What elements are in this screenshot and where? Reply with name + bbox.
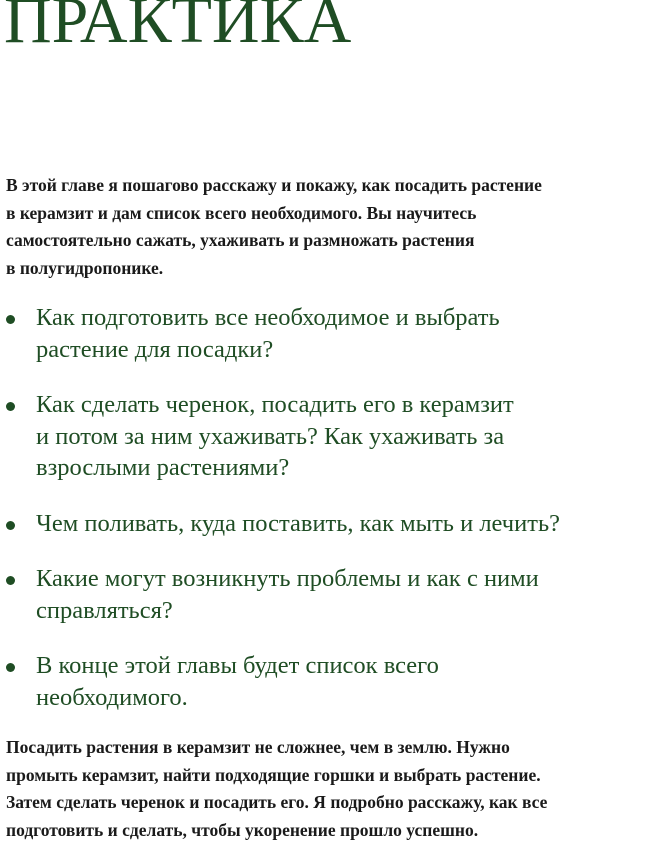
intro-line: в керамзит и дам список всего необходимого. Вы научитесь [6,202,477,223]
bullet-item [0,302,664,365]
bullet-line: Как подготовить все необходимое и выбрать [36,304,500,331]
outro-line: Затем сделать черенок и посадить его. Я подробно расскажу, как все [6,792,548,813]
outro-line: подготовить и сделать, чтобы укоренение прошло успешно. [6,819,479,840]
intro-line: самостоятельно сажать, ухаживать и размножать растения [6,230,475,251]
bullet-line: Чем поливать, куда поставить, как мыть и лечить? [36,509,560,537]
outro-paragraph [6,734,662,844]
bullet-dot-icon [6,402,15,411]
bullet-line: и потом за ним ухаживать? Как ухаживать за [36,422,505,450]
outro-line: Посадить растения в керамзит не сложнее, чем в землю. Нужно [6,737,510,757]
bullet-item [0,650,664,713]
bullet-line: растение для посадки? [36,335,274,363]
bullet-line: взрослыми растениями? [36,454,290,481]
intro-line: В этой главе я пошагово расскажу и покажу, как посадить растение [6,175,542,195]
chapter-title: ПРАКТИКА [4,0,352,57]
bullet-line: необходимого. [36,683,188,711]
bullet-line: справляться? [36,596,173,624]
intro-paragraph [6,172,662,282]
bullet-list [0,302,664,737]
bullet-line: Какие могут возникнуть проблемы и как с ними [36,565,539,592]
bullet-dot-icon [6,521,15,530]
bullet-dot-icon [6,663,15,672]
bullet-line: В конце этой главы будет список всего [36,652,439,679]
intro-line: в полугидропонике. [6,257,164,278]
bullet-item [0,508,664,540]
bullet-dot-icon [6,315,15,324]
bullet-line: Как сделать черенок, посадить его в керамзит [36,391,514,418]
bullet-dot-icon [6,576,15,585]
bullet-item [0,563,664,626]
bullet-item [0,389,664,484]
outro-line: промыть керамзит, найти подходящие горшки и выбрать растение. [6,764,541,785]
